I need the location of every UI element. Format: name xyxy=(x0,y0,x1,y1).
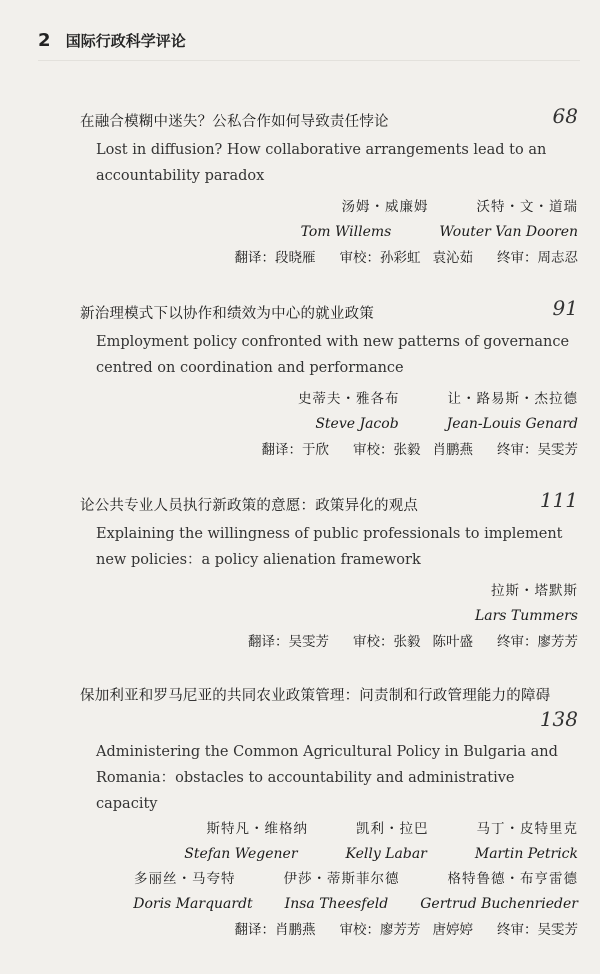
translator: 翻译：于欣 xyxy=(261,442,329,458)
final-reviewer: 终审：廖芳芳 xyxy=(497,634,578,650)
article-title-en: Administering the Common Agricultural Policy in Bulgaria and Romania：obstacles to accountability and administrative capacity xyxy=(96,744,558,812)
toc-entry xyxy=(80,104,578,271)
author-zh: 格特鲁德・布亨雷德 xyxy=(447,871,578,887)
author-en: Insa Theesfeld xyxy=(284,896,389,912)
page-ref[interactable]: 91 xyxy=(552,296,578,320)
author-en: Tom Willems xyxy=(300,224,392,240)
final-reviewer: 终审：吴雯芳 xyxy=(497,922,578,938)
header-divider xyxy=(38,60,580,61)
article-title-zh[interactable]: 论公共专业人员执行新政策的意愿：政策异化的观点 xyxy=(80,498,419,514)
page-number: 2 xyxy=(38,30,51,51)
authors-zh xyxy=(80,579,578,604)
authors-en xyxy=(80,220,578,245)
final-reviewer: 终审：吴雯芳 xyxy=(497,442,578,458)
author-zh: 沃特・文・道瑞 xyxy=(476,199,578,215)
author-en: Jean-Louis Genard xyxy=(446,416,578,432)
final-reviewer: 终审：周志忍 xyxy=(497,250,578,266)
author-zh: 伊莎・蒂斯菲尔德 xyxy=(283,871,400,887)
author-en: Doris Marquardt xyxy=(133,896,253,912)
page-ref[interactable]: 111 xyxy=(539,488,578,512)
credits xyxy=(80,629,578,655)
author-zh: 史蒂夫・雅各布 xyxy=(298,391,400,407)
article-title-en: Explaining the willingness of public professionals to implement new policies：a policy alienation framework xyxy=(96,526,563,568)
authors-en xyxy=(80,842,578,867)
reviewers xyxy=(340,917,474,943)
reviewer-label: 审校： xyxy=(339,922,380,938)
article-title-zh[interactable]: 在融合模糊中迷失？公私合作如何导致责任悖论 xyxy=(80,114,389,130)
reviewer: 张毅 xyxy=(393,442,421,458)
journal-title: 国际行政科学评论 xyxy=(65,32,186,50)
reviewers xyxy=(353,437,473,463)
article-title-en: Employment policy confronted with new patterns of governance centred on coordination and performance xyxy=(96,334,570,376)
reviewer: 唐婷婷 xyxy=(432,922,473,938)
author-en: Steve Jacob xyxy=(315,416,399,432)
authors-zh xyxy=(80,387,578,412)
authors-en xyxy=(80,412,578,437)
toc-entry xyxy=(80,488,578,655)
reviewer: 袁沁茹 xyxy=(432,250,473,266)
author-en: Stefan Wegener xyxy=(184,846,298,862)
author-zh: 凯利・拉巴 xyxy=(356,821,429,837)
reviewer: 肖鹏燕 xyxy=(432,442,473,458)
author-en: Kelly Labar xyxy=(345,846,427,862)
author-en: Martin Petrick xyxy=(474,846,578,862)
reviewers xyxy=(353,629,473,655)
reviewers xyxy=(340,245,474,271)
page-ref[interactable]: 68 xyxy=(552,104,578,128)
authors-zh xyxy=(80,817,578,842)
authors-en xyxy=(80,604,578,629)
author-en: Lars Tummers xyxy=(474,608,578,624)
article-title-zh[interactable]: 新治理模式下以协作和绩效为中心的就业政策 xyxy=(80,306,374,322)
credits xyxy=(80,245,578,271)
author-zh: 多丽丝・马夸特 xyxy=(134,871,236,887)
translator: 翻译：段晓雁 xyxy=(234,250,316,266)
page-ref[interactable]: 138 xyxy=(539,707,578,731)
reviewer: 孙彩虹 xyxy=(380,250,421,266)
authors-en xyxy=(80,892,578,917)
toc-entry xyxy=(80,296,578,463)
toc-entry xyxy=(80,684,578,943)
author-zh: 斯特凡・维格纳 xyxy=(206,821,308,837)
reviewer: 廖芳芳 xyxy=(380,922,421,938)
reviewer: 陈叶盛 xyxy=(432,634,473,650)
credits xyxy=(80,917,578,943)
translator: 翻译：肖鹏燕 xyxy=(234,922,316,938)
translator: 翻译：吴雯芳 xyxy=(248,634,329,650)
reviewer: 张毅 xyxy=(393,634,421,650)
author-zh: 拉斯・塔默斯 xyxy=(491,583,578,599)
authors-zh xyxy=(80,867,578,892)
reviewer-label: 审校： xyxy=(353,442,394,458)
author-en: Wouter Van Dooren xyxy=(439,224,578,240)
author-zh: 马丁・皮特里克 xyxy=(476,821,578,837)
credits xyxy=(80,437,578,463)
author-zh: 汤姆・威廉姆 xyxy=(341,199,429,215)
page-header xyxy=(38,30,186,51)
authors-zh xyxy=(80,195,578,220)
article-title-en: Lost in diffusion? How collaborative arrangements lead to an accountability paradox xyxy=(96,142,547,184)
reviewer-label: 审校： xyxy=(339,250,380,266)
author-zh: 让・路易斯・杰拉德 xyxy=(447,391,578,407)
author-en: Gertrud Buchenrieder xyxy=(420,896,578,912)
article-title-zh[interactable]: 保加利亚和罗马尼亚的共同农业政策管理：问责制和行政管理能力的障碍 xyxy=(80,688,551,704)
reviewer-label: 审校： xyxy=(353,634,394,650)
